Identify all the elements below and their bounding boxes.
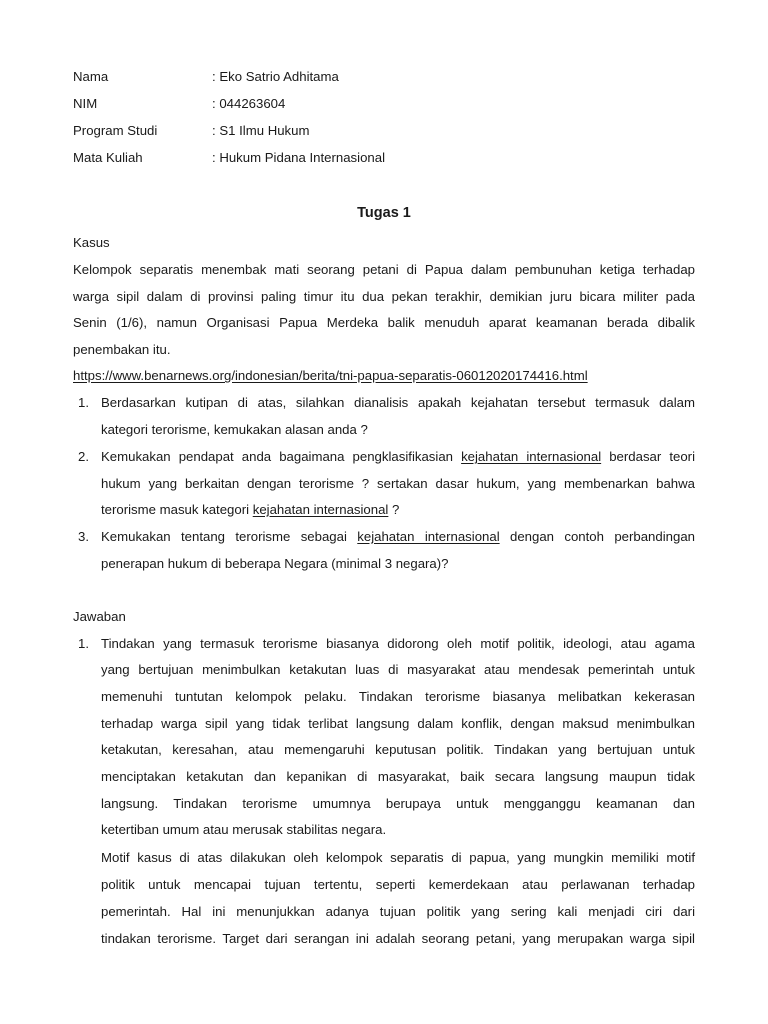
answer-line: langsung. Tindakan terorisme umumnya berupaya untuk mengganggu keamanan dan bbox=[101, 796, 695, 811]
answer-line: ketertiban umum atau merusak stabilitas negara. bbox=[101, 822, 387, 837]
question-text: ? bbox=[388, 502, 400, 517]
kasus-line: Senin (1/6), namun Organisasi Papua Merdeka balik menuduh aparat keamanan berada dibalik bbox=[73, 315, 695, 330]
answer-line: menciptakan ketakutan dan kepanikan di masyarakat, baik secara langsung maupun tidak bbox=[101, 769, 695, 784]
answer-line: ketakutan, keresahan, atau memengaruhi keputusan politik. Tindakan yang bertujuan untuk bbox=[101, 742, 695, 757]
answer-line: politik untuk mencapai tujuan tertentu, seperti kemerdekaan atau perlawanan terhadap bbox=[101, 877, 695, 892]
identity-label-nim: NIM bbox=[73, 96, 98, 111]
question-2-line: hukum yang berkaitan dengan terorisme ? sertakan dasar hukum, yang membenarkan bahwa bbox=[101, 476, 695, 491]
identity-value-prodi: : S1 Ilmu Hukum bbox=[212, 123, 310, 138]
kasus-line: Kelompok separatis menembak mati seorang petani di Papua dalam pembunuhan ketiga terhadap bbox=[73, 262, 695, 277]
identity-value-nama: : Eko Satrio Adhitama bbox=[212, 69, 339, 84]
identity-label-matkul: Mata Kuliah bbox=[73, 150, 143, 165]
question-3-line bbox=[101, 529, 695, 544]
question-1-line: kategori terorisme, kemukakan alasan anda ? bbox=[101, 422, 368, 437]
question-number: 1. bbox=[78, 395, 89, 410]
identity-label-nama: Nama bbox=[73, 69, 109, 84]
question-text: berdasar teori bbox=[601, 449, 696, 464]
identity-label-prodi: Program Studi bbox=[73, 123, 158, 138]
answer-number: 1. bbox=[78, 636, 89, 651]
question-number: 3. bbox=[78, 529, 89, 544]
kasus-heading: Kasus bbox=[73, 235, 110, 250]
source-link[interactable]: https://www.benarnews.org/indonesian/berita/tni-papua-separatis-06012020174416.html bbox=[73, 368, 588, 383]
underlined-term: kejahatan internasional bbox=[252, 502, 389, 517]
answer-line: tindakan terorisme. Target dari serangan ini adalah seorang petani, yang merupakan warga sipil bbox=[101, 931, 695, 946]
question-2-line bbox=[101, 449, 695, 464]
question-text: terorisme masuk kategori bbox=[101, 502, 253, 517]
identity-value-matkul: : Hukum Pidana Internasional bbox=[212, 150, 386, 165]
question-2-line bbox=[101, 502, 399, 517]
question-3-line: penerapan hukum di beberapa Negara (minimal 3 negara)? bbox=[101, 556, 449, 571]
answer-line: yang bertujuan menimbulkan ketakutan luas di masyarakat atau mendesak pemerintah untuk bbox=[101, 662, 695, 677]
answer-line: terhadap warga sipil yang tidak terlibat langsung dalam konflik, dengan maksud menimbulkan bbox=[101, 716, 695, 731]
answer-line: Tindakan yang termasuk terorisme biasanya didorong oleh motif politik, ideologi, atau agama bbox=[101, 636, 695, 651]
kasus-line: warga sipil dalam di provinsi paling timur itu dua pekan terakhir, demikian juru bicara militer pada bbox=[73, 289, 695, 304]
jawaban-heading: Jawaban bbox=[73, 609, 126, 624]
question-text: Kemukakan tentang terorisme sebagai bbox=[101, 529, 358, 544]
answer-line: pemerintah. Hal ini menunjukkan adanya tujuan politik yang sering kali menjadi ciri dari bbox=[101, 904, 695, 919]
answer-line: Motif kasus di atas dilakukan oleh kelompok separatis di papua, yang mungkin memiliki motif bbox=[101, 850, 695, 865]
underlined-term: kejahatan internasional bbox=[461, 449, 602, 464]
question-1-line: Berdasarkan kutipan di atas, silahkan dianalisis apakah kejahatan tersebut termasuk dalam bbox=[101, 395, 695, 410]
page-title: Tugas 1 bbox=[357, 205, 411, 221]
answer-line: memenuhi tuntutan kelompok pelaku. Tindakan terorisme biasanya melibatkan kekerasan bbox=[101, 689, 695, 704]
question-text: dengan contoh perbandingan bbox=[499, 529, 695, 544]
question-text: Kemukakan pendapat anda bagaimana pengklasifikasian bbox=[101, 449, 462, 464]
underlined-term: kejahatan internasional bbox=[357, 529, 500, 544]
question-number: 2. bbox=[78, 449, 89, 464]
kasus-line: penembakan itu. bbox=[73, 342, 171, 357]
identity-value-nim: : 044263604 bbox=[212, 96, 286, 111]
